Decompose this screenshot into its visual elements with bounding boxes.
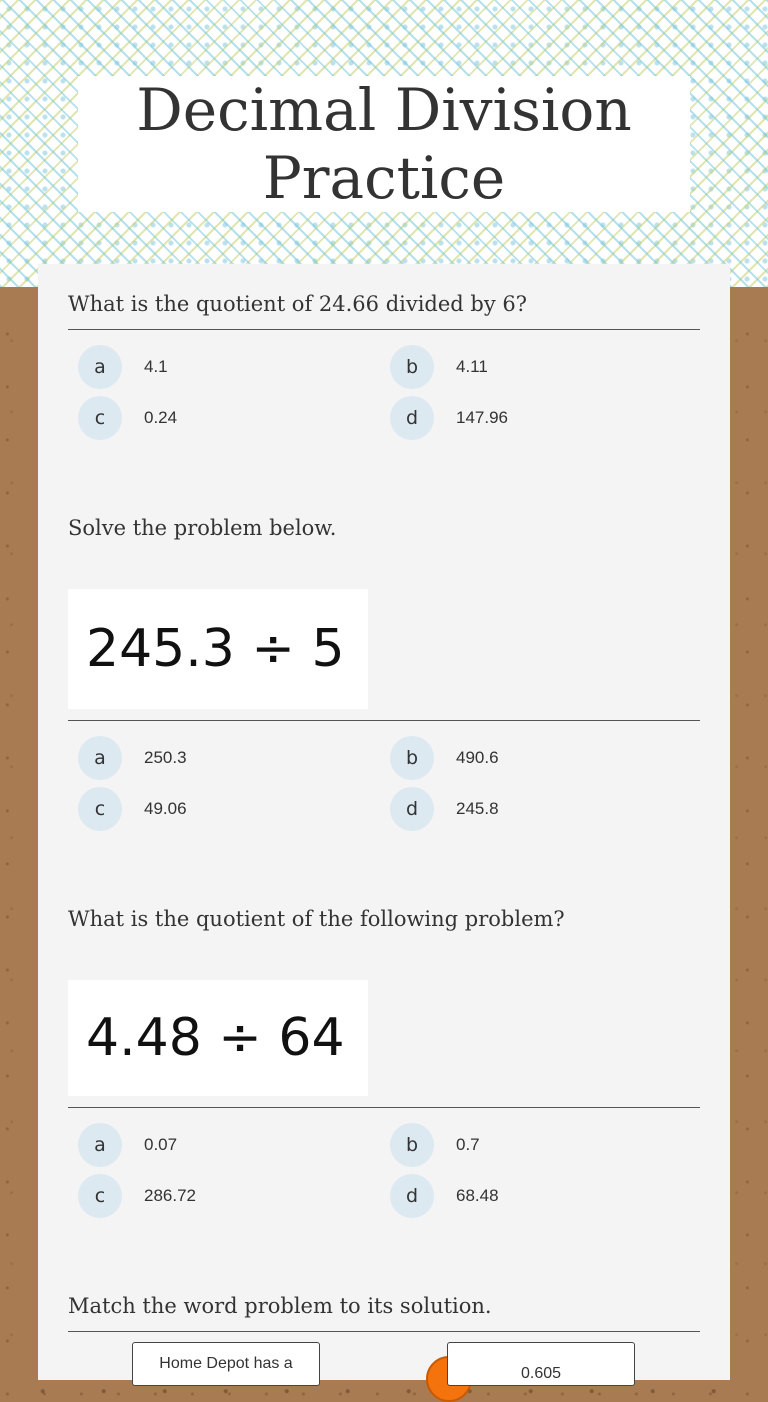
question-2-option-c[interactable] <box>78 787 187 831</box>
option-letter-bubble: d <box>390 787 434 831</box>
option-text: 490.6 <box>456 748 499 767</box>
option-text: 147.96 <box>456 408 508 427</box>
match-solution-card[interactable]: 0.605 <box>447 1342 635 1386</box>
option-letter-bubble: d <box>390 396 434 440</box>
question-1-option-c[interactable] <box>78 396 177 440</box>
problem-expression: 245.3 ÷ 5 <box>86 619 345 679</box>
title-line-1: Decimal Division <box>136 76 632 144</box>
option-text: 0.7 <box>456 1135 480 1154</box>
option-text: 250.3 <box>144 748 187 767</box>
question-2-option-a[interactable] <box>78 736 187 780</box>
question-1-divider <box>68 329 700 330</box>
option-text: 245.8 <box>456 799 499 818</box>
question-1-prompt: What is the quotient of 24.66 divided by 6? <box>68 292 528 316</box>
option-text: 68.48 <box>456 1186 499 1205</box>
option-letter-bubble: c <box>78 1174 122 1218</box>
option-letter-bubble: d <box>390 1174 434 1218</box>
worksheet-card <box>38 264 730 1380</box>
question-1-option-d[interactable] <box>390 396 508 440</box>
option-letter-bubble: b <box>390 345 434 389</box>
question-1-option-a[interactable] <box>78 345 168 389</box>
option-letter-bubble: b <box>390 736 434 780</box>
question-3-divider <box>68 1107 700 1108</box>
title-banner <box>78 76 690 212</box>
question-2-option-d[interactable] <box>390 787 499 831</box>
question-1-option-b[interactable] <box>390 345 488 389</box>
option-letter-bubble: a <box>78 345 122 389</box>
option-text: 286.72 <box>144 1186 196 1205</box>
question-2-prompt: Solve the problem below. <box>68 516 337 540</box>
question-4-divider <box>68 1331 700 1332</box>
match-word-problem-card[interactable]: Home Depot has a <box>132 1342 320 1386</box>
question-3-prompt: What is the quotient of the following problem? <box>68 907 565 931</box>
question-2-problem-image <box>68 589 368 709</box>
option-letter-bubble: a <box>78 1123 122 1167</box>
option-letter-bubble: c <box>78 787 122 831</box>
option-text: 4.11 <box>456 357 488 376</box>
problem-expression: 4.48 ÷ 64 <box>86 1008 345 1068</box>
option-letter-bubble: a <box>78 736 122 780</box>
option-text: 0.07 <box>144 1135 178 1154</box>
question-2-divider <box>68 720 700 721</box>
option-letter-bubble: b <box>390 1123 434 1167</box>
question-2-option-b[interactable] <box>390 736 499 780</box>
page-title <box>136 76 631 212</box>
option-text: 49.06 <box>144 799 187 818</box>
option-letter-bubble: c <box>78 396 122 440</box>
question-3-option-d[interactable] <box>390 1174 499 1218</box>
title-line-2: Practice <box>262 144 506 212</box>
question-3-option-b[interactable] <box>390 1123 480 1167</box>
option-text: 0.24 <box>144 408 178 427</box>
question-3-option-a[interactable] <box>78 1123 177 1167</box>
question-3-problem-image <box>68 980 368 1096</box>
question-4-prompt: Match the word problem to its solution. <box>68 1294 492 1318</box>
question-3-option-c[interactable] <box>78 1174 196 1218</box>
option-text: 4.1 <box>144 357 168 376</box>
